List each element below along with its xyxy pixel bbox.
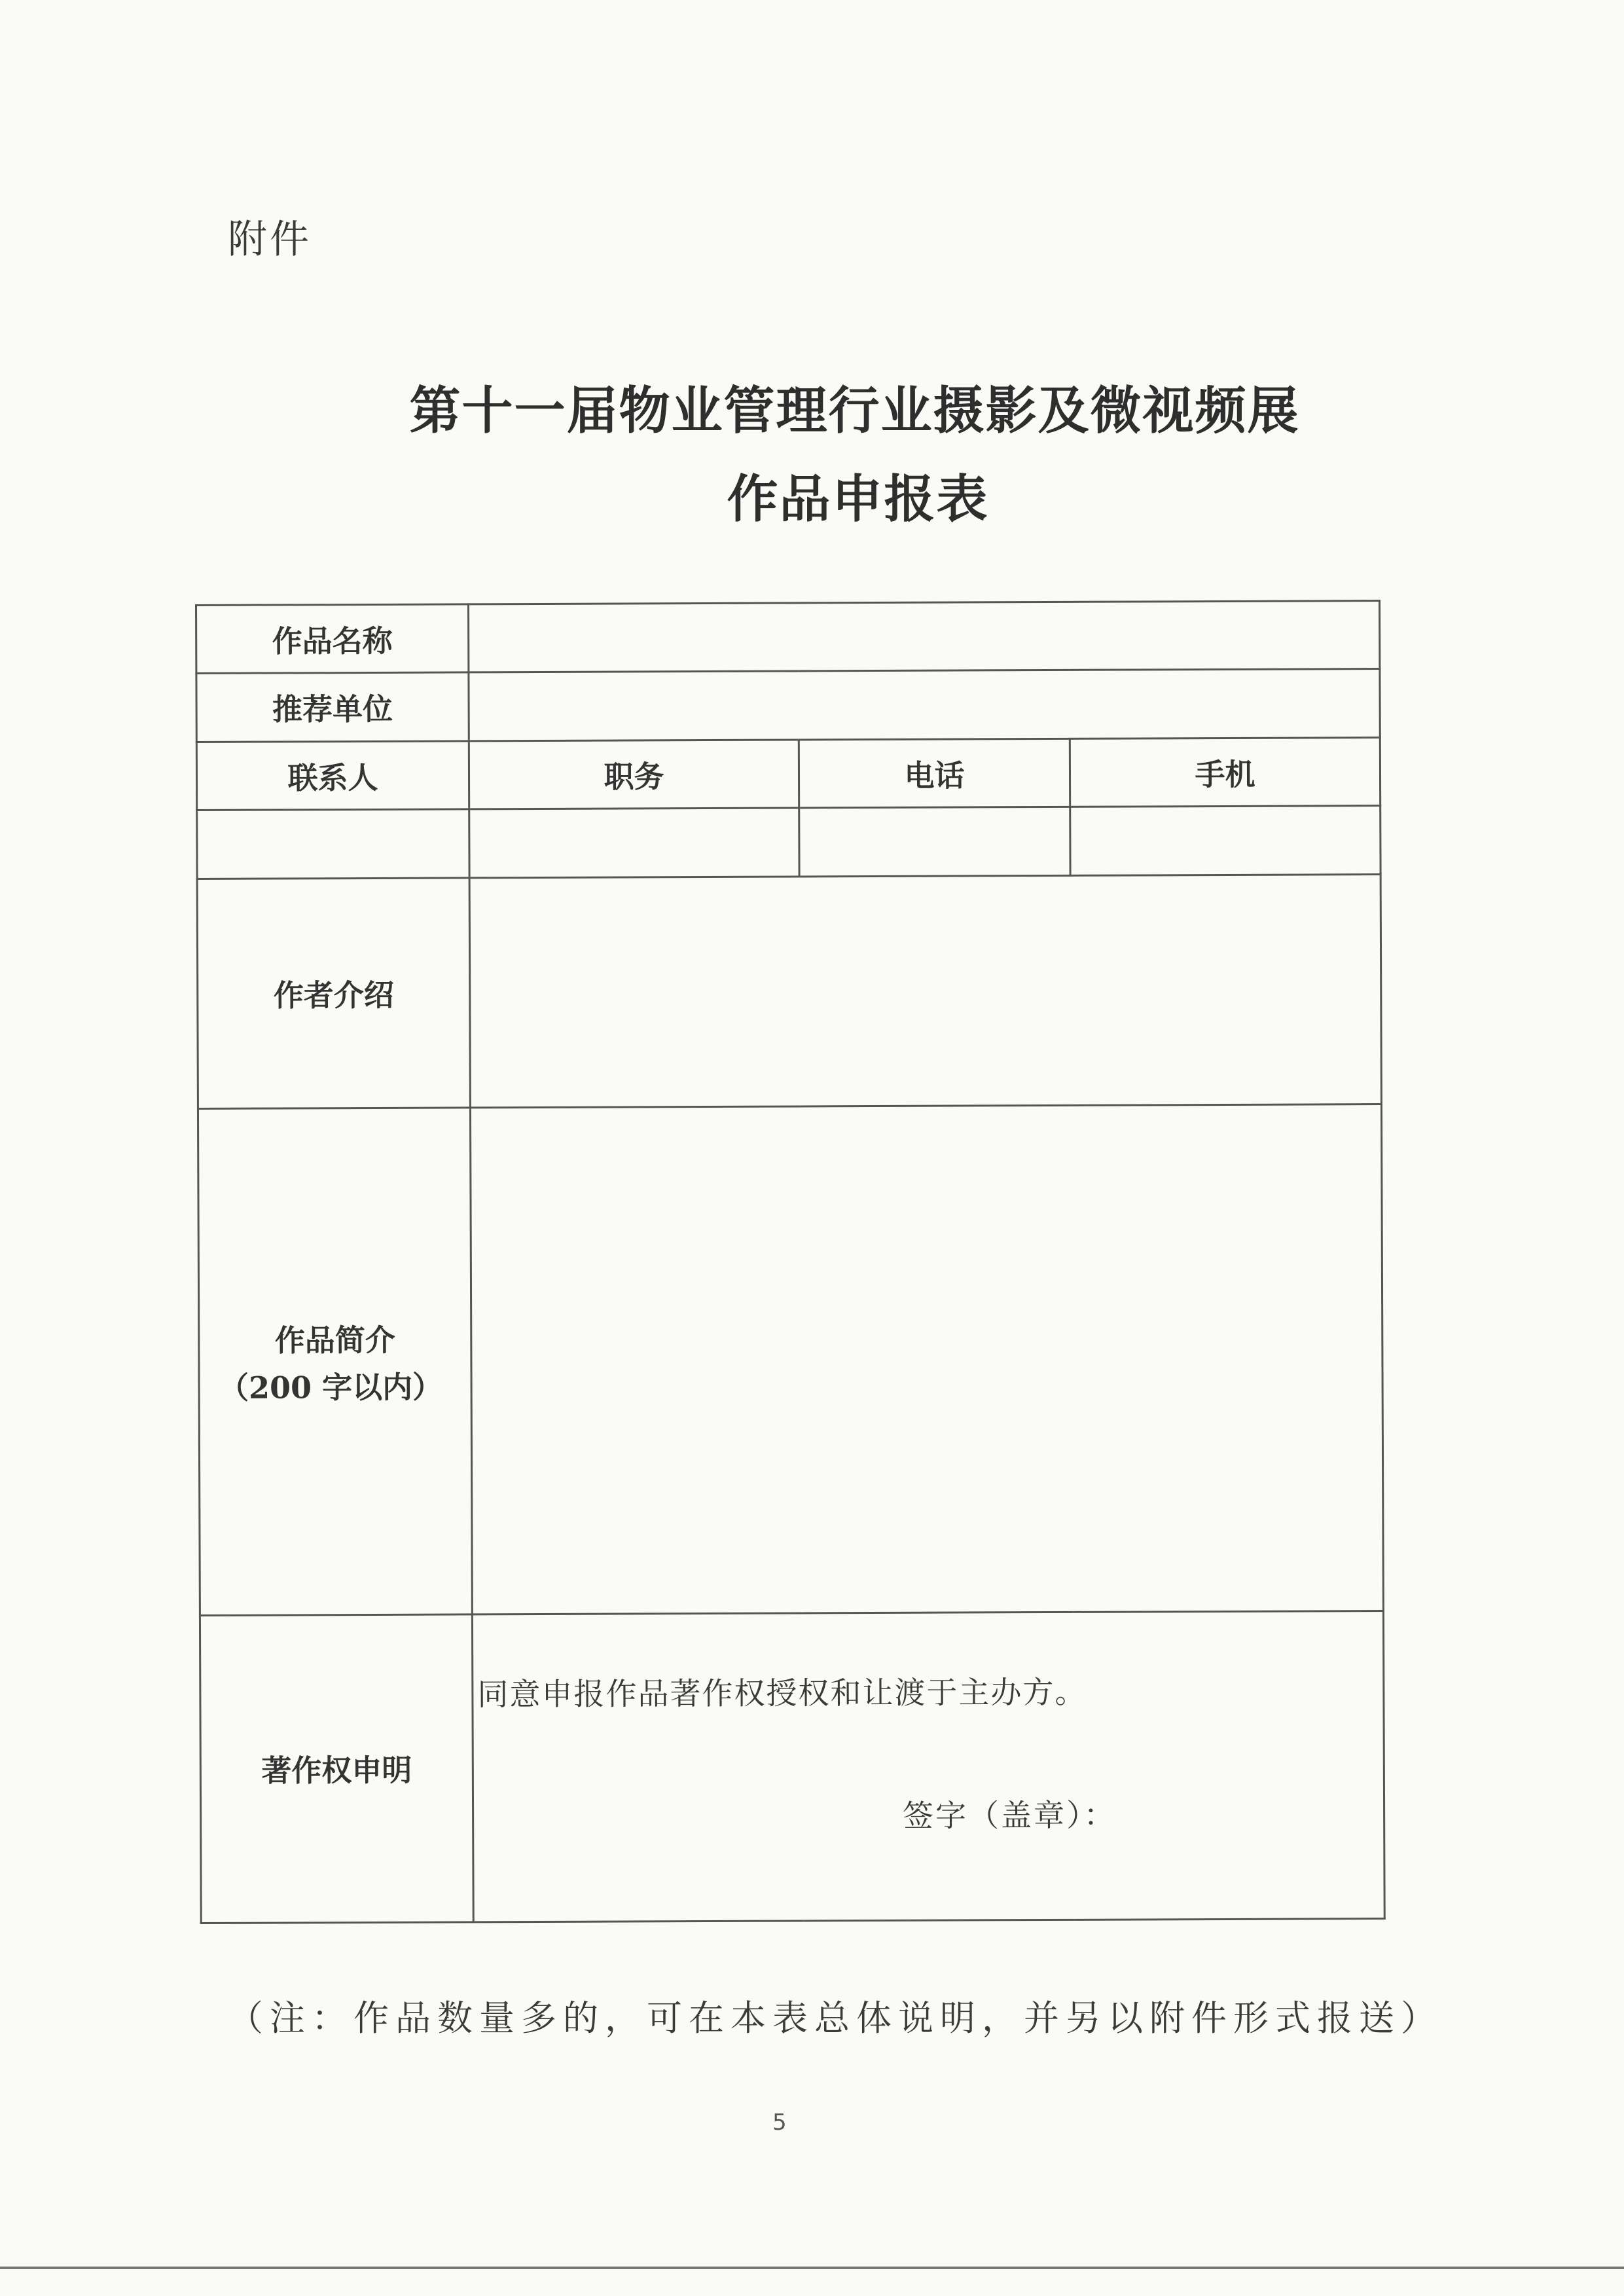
copyright-statement: 同意申报作品著作权授权和让渡于主办方。 xyxy=(477,1674,1087,1713)
contact-person-field[interactable] xyxy=(197,809,469,879)
copyright-field[interactable] xyxy=(472,1611,1384,1922)
application-form-table xyxy=(195,600,1386,1924)
work-name-field[interactable] xyxy=(469,601,1380,673)
row-work-name xyxy=(196,601,1380,674)
scan-edge-divider xyxy=(0,2267,1624,2269)
row-recommending-unit xyxy=(196,669,1380,742)
page-subtitle: 作品申报表 xyxy=(727,469,989,529)
recommending-unit-field[interactable] xyxy=(469,669,1380,741)
phone-field[interactable] xyxy=(799,807,1070,877)
row-contact-headers xyxy=(196,737,1380,810)
copyright-label: 著作权申明 xyxy=(200,1614,473,1923)
position-field[interactable] xyxy=(469,808,799,877)
work-intro-field[interactable] xyxy=(470,1104,1383,1614)
application-form xyxy=(195,600,1384,1924)
page-title: 第十一届物业管理行业摄影及微视频展 xyxy=(409,381,1300,441)
author-intro-field[interactable] xyxy=(469,874,1381,1108)
page-number: 5 xyxy=(772,2109,787,2136)
author-intro-label: 作者介绍 xyxy=(197,878,470,1109)
contact-person-label: 联系人 xyxy=(196,741,469,811)
phone-label: 电话 xyxy=(799,738,1070,808)
mobile-field[interactable] xyxy=(1070,806,1380,875)
work-intro-sublabel: （200 字以内） xyxy=(218,1369,443,1406)
work-intro-label: 作品简介 xyxy=(274,1322,395,1358)
attachment-label: 附件 xyxy=(228,217,312,263)
signature-label: 签字（盖章）： xyxy=(903,1797,1117,1834)
footnote: （注：作品数量多的，可在本表总体说明，并另以附件形式报送） xyxy=(228,1997,1443,2039)
recommending-unit-label: 推荐单位 xyxy=(196,672,469,742)
position-label: 职务 xyxy=(469,740,799,809)
row-author-intro xyxy=(197,874,1381,1109)
work-intro-label-cell xyxy=(198,1108,472,1615)
row-copyright xyxy=(200,1611,1384,1923)
work-name-label: 作品名称 xyxy=(196,604,469,674)
row-work-intro xyxy=(198,1104,1383,1615)
row-contact-values xyxy=(197,806,1380,879)
mobile-label: 手机 xyxy=(1070,737,1380,807)
